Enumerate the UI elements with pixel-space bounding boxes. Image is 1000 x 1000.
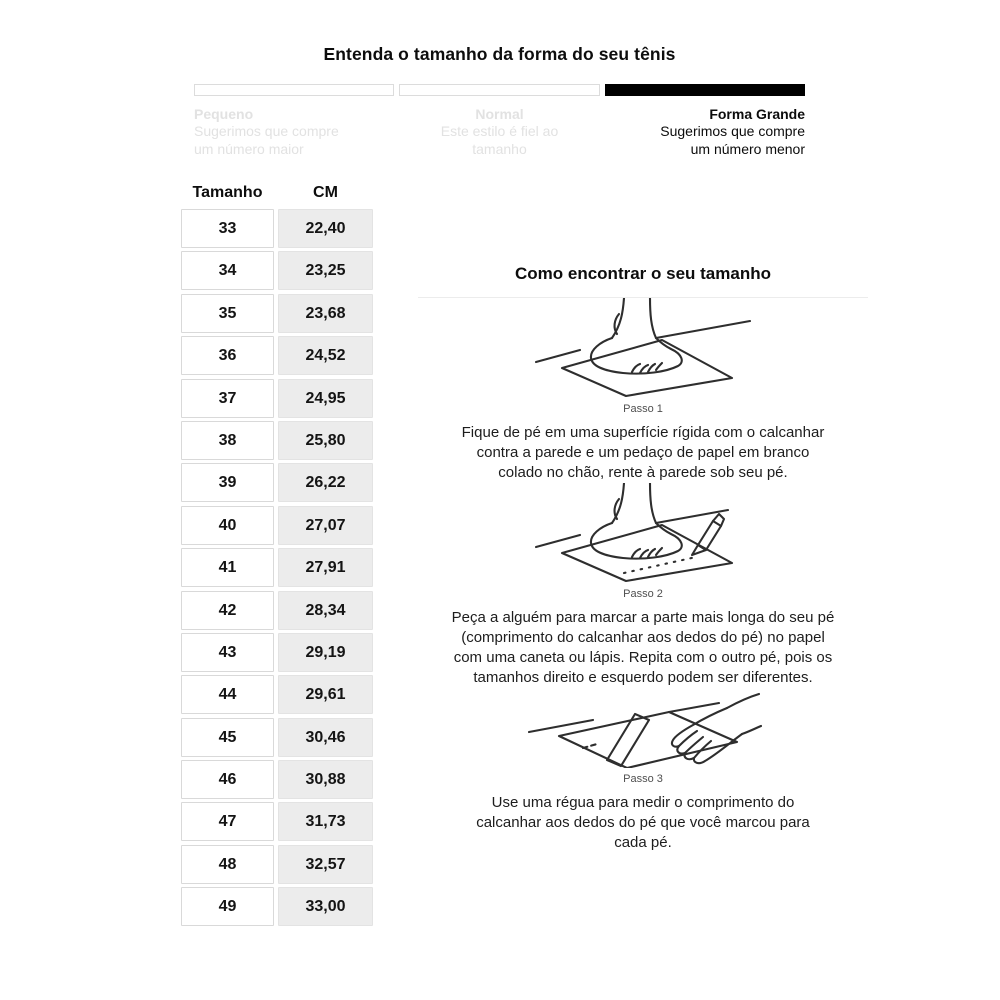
cm-cell: 29,19 (278, 633, 373, 672)
size-table-body (181, 209, 373, 926)
table-row (181, 379, 373, 418)
size-cell: 42 (181, 591, 274, 630)
cm-cell: 23,68 (278, 294, 373, 333)
size-cell: 34 (181, 251, 274, 290)
table-row (181, 548, 373, 587)
fit-option-description: Sugerimos que compre um número menor (660, 123, 806, 157)
size-cell: 48 (181, 845, 274, 884)
cm-cell: 29,61 (278, 675, 373, 714)
table-row (181, 887, 373, 926)
fit-meter-segment-pequeno (194, 84, 394, 96)
size-cell: 49 (181, 887, 274, 926)
cm-cell: 31,73 (278, 802, 373, 841)
cm-cell: 24,95 (278, 379, 373, 418)
guide-title: Como encontrar o seu tamanho (515, 264, 771, 283)
fit-option-label: Forma Grande (709, 106, 806, 122)
step-text: Peça a alguém para marcar a parte mais longa do seu pé (comprimento do calcanhar aos dedos do pé) no papel com uma caneta ou lápis. Repita com o outro pé, pois os tamanhos direito e esquerdo podem ser diferentes. (451, 609, 835, 686)
fit-meter-segment-normal (399, 84, 599, 96)
size-cell: 44 (181, 675, 274, 714)
cm-cell: 28,34 (278, 591, 373, 630)
size-table (181, 184, 373, 930)
fit-meter (194, 84, 805, 96)
size-cell: 35 (181, 294, 274, 333)
step-text: Fique de pé em uma superfície rígida com o calcanhar contra a parede e um pedaço de papel em branco colado no chão, rente à parede sob seu pé. (461, 424, 825, 481)
fit-meter-labels (194, 106, 805, 158)
guide-step-1 (418, 298, 868, 483)
fit-option-description: Este estilo é fiel ao tamanho (440, 123, 559, 157)
size-cell: 39 (181, 463, 274, 502)
cm-column-header: CM (313, 184, 338, 201)
fit-option-label: Pequeno (194, 106, 254, 122)
fit-option-normal (398, 106, 602, 158)
how-to-guide (418, 264, 868, 853)
table-row (181, 294, 373, 333)
table-row (181, 760, 373, 799)
fit-meter-segment-forma-grande (605, 84, 805, 96)
cm-cell: 32,57 (278, 845, 373, 884)
cm-cell: 25,80 (278, 421, 373, 460)
step-text: Use uma régua para medir o comprimento do calcanhar aos dedos do pé que você marcou para cada pé. (476, 794, 810, 851)
size-cell: 46 (181, 760, 274, 799)
cm-cell: 30,88 (278, 760, 373, 799)
foot-pencil-marking-icon (528, 483, 758, 583)
ruler-hand-measure-icon (523, 688, 763, 768)
size-cell: 41 (181, 548, 274, 587)
size-cell: 33 (181, 209, 274, 248)
size-cell: 36 (181, 336, 274, 375)
size-cell: 40 (181, 506, 274, 545)
cm-cell: 24,52 (278, 336, 373, 375)
page-title: Entenda o tamanho da forma do seu tênis (323, 44, 676, 64)
size-cell: 45 (181, 718, 274, 757)
cm-cell: 22,40 (278, 209, 373, 248)
step-label: Passo 1 (623, 403, 663, 415)
table-row (181, 675, 373, 714)
table-row (181, 251, 373, 290)
size-column-header: Tamanho (192, 184, 263, 201)
cm-cell: 23,25 (278, 251, 373, 290)
table-row (181, 591, 373, 630)
size-cell: 43 (181, 633, 274, 672)
guide-step-2 (418, 483, 868, 688)
guide-step-3 (418, 688, 868, 853)
table-row (181, 633, 373, 672)
size-table-header (181, 184, 373, 202)
table-row (181, 421, 373, 460)
table-row (181, 802, 373, 841)
fit-option-pequeno (194, 106, 398, 158)
cm-cell: 26,22 (278, 463, 373, 502)
table-row (181, 463, 373, 502)
size-cell: 38 (181, 421, 274, 460)
table-row (181, 506, 373, 545)
fit-option-description: Sugerimos que compre um número maior (194, 123, 339, 157)
fit-option-label: Normal (475, 106, 524, 122)
step-label: Passo 2 (623, 588, 663, 600)
cm-cell: 27,07 (278, 506, 373, 545)
table-row (181, 845, 373, 884)
cm-cell: 27,91 (278, 548, 373, 587)
size-cell: 47 (181, 802, 274, 841)
fit-option-forma-grande (601, 106, 805, 158)
cm-cell: 33,00 (278, 887, 373, 926)
table-row (181, 336, 373, 375)
size-fit-header (194, 44, 805, 158)
size-cell: 37 (181, 379, 274, 418)
table-row (181, 718, 373, 757)
foot-on-paper-icon (528, 298, 758, 398)
step-label: Passo 3 (623, 773, 663, 785)
cm-cell: 30,46 (278, 718, 373, 757)
table-row (181, 209, 373, 248)
